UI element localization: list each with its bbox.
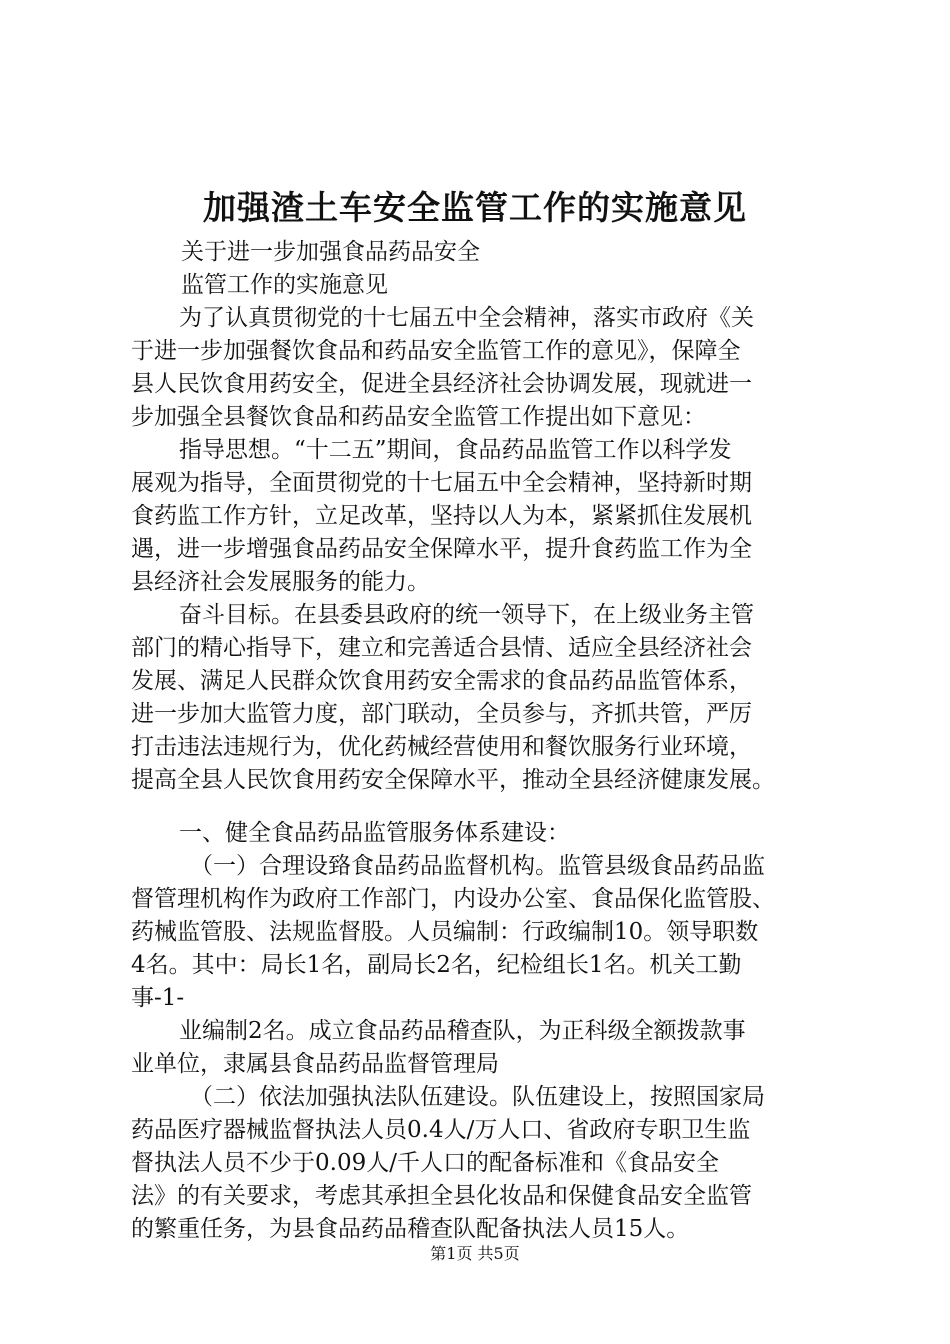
paragraph-line: （二）依法加强执法队伍建设。队伍建设上，按照国家局 [190,1084,765,1110]
goal-paragraph [131,599,831,797]
page-number-footer: 第1页 共5页 [430,1244,520,1263]
paragraph-line: 发展、满足人民群众饮食用药安全需求的食品药品监管体系， [131,668,752,694]
section-1-2-paragraph [131,1081,831,1246]
paragraph-line: 督管理机构作为政府工作部门，内设办公室、食品保化监管股、 [131,886,775,912]
paragraph-line: 指导思想。“十二五”期间，食品药品监管工作以科学发 [179,437,732,463]
paragraph-line: 业编制2名。成立食品药品稽查队，为正科级全额拨款事 [179,1018,746,1044]
guiding-principle-paragraph [131,434,831,599]
section-1-1-paragraph [131,850,831,1015]
paragraph-line: （一）合理设臵食品药品监督机构。监管县级食品药品监 [190,853,765,879]
section-1-1-continuation [131,1015,831,1081]
subtitle-line: 监管工作的实施意见 [181,272,388,298]
paragraph-line: 遇，进一步增强食品药品安全保障水平，提升食药监工作为全 [131,536,752,562]
paragraph-line: 法》的有关要求，考虑其承担全县化妆品和保健食品安全监管 [131,1183,752,1209]
paragraph-line: 于进一步加强餐饮食品和药品安全监管工作的意见》，保障全 [131,338,741,364]
section-heading: 一、健全食品药品监管服务体系建设： [179,820,570,846]
paragraph-line: 食药监工作方针，立足改革，坚持以人为本，紧紧抓住发展机 [131,503,752,529]
document-body [131,236,831,1246]
paragraph-line: 药械监管股、法规监督股。人员编制：行政编制10。领导职数 [131,919,759,945]
paragraph-line: 业单位，隶属县食品药品监督管理局 [131,1051,499,1077]
paragraph-line: 提高全县人民饮食用药安全保障水平，推动全县经济健康发展。 [131,767,775,793]
paragraph-gap [131,797,831,817]
subtitle-line: 关于进一步加强食品药品安全 [181,239,480,265]
paragraph-line: 县人民饮食用药安全，促进全县经济社会协调发展，现就进一 [131,371,752,397]
paragraph-line: 为了认真贯彻党的十七届五中全会精神，落实市政府《关 [179,305,754,331]
paragraph-line: 展观为指导，全面贯彻党的十七届五中全会精神，坚持新时期 [131,470,752,496]
paragraph-line: 的繁重任务，为县食品药品稽查队配备执法人员15人。 [131,1216,690,1242]
paragraph-line: 步加强全县餐饮食品和药品安全监管工作提出如下意见： [131,404,706,430]
paragraph-line: 进一步加大监管力度，部门联动，全员参与，齐抓共管，严厉 [131,701,752,727]
document-title: 加强渣土车安全监管工作的实施意见 [203,188,747,227]
paragraph-line: 打击违法违规行为，优化药械经营使用和餐饮服务行业环境， [131,734,752,760]
paragraph-line: 事-1- [131,985,185,1011]
paragraph-line: 药品医疗器械监督执法人员0.4人/万人口、省政府专职卫生监 [131,1117,751,1143]
paragraph-line: 县经济社会发展服务的能力。 [131,569,430,595]
intro-paragraph [131,302,831,434]
paragraph-line: 4名。其中：局长1名，副局长2名，纪检组长1名。机关工勤 [131,952,742,978]
paragraph-line: 部门的精心指导下，建立和完善适合县情、适应全县经济社会 [131,635,752,661]
paragraph-line: 督执法人员不少于0.09人/千人口的配备标准和《食品安全 [131,1150,719,1176]
paragraph-line: 奋斗目标。在县委县政府的统一领导下，在上级业务主管 [179,602,754,628]
